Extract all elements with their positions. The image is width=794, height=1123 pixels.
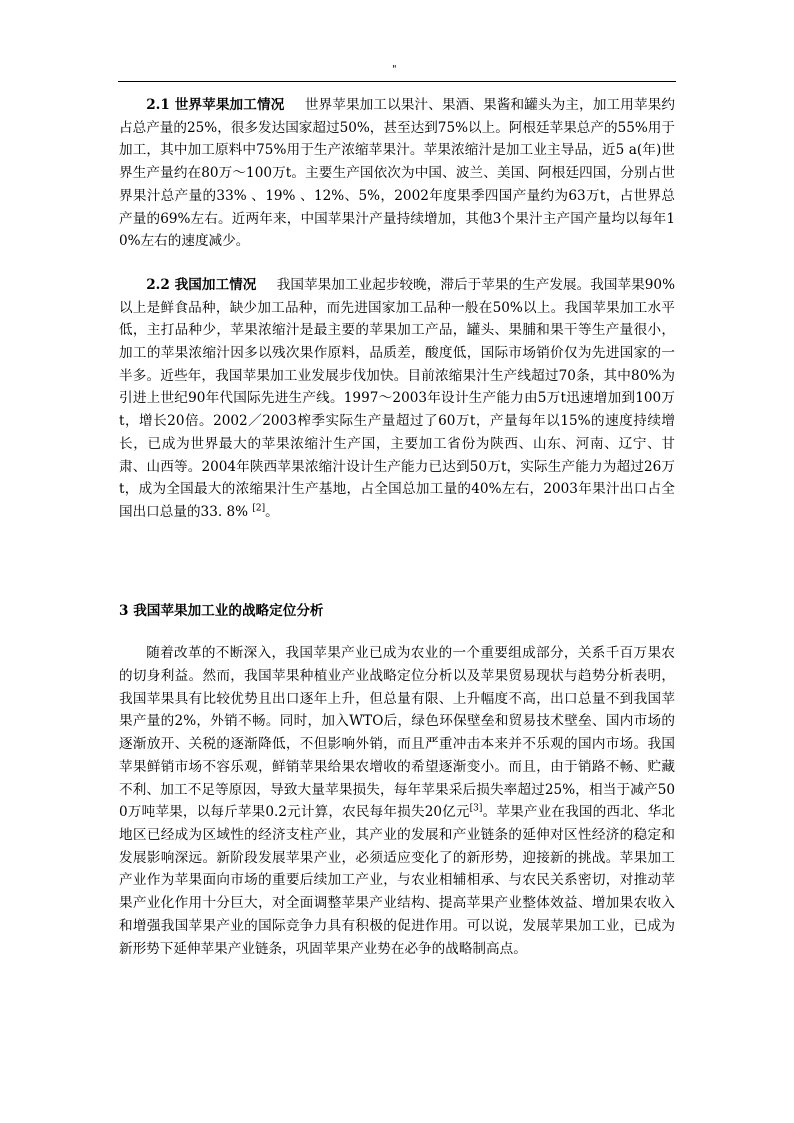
section-2-2-title: 2.2 我国加工情况 bbox=[146, 276, 257, 293]
header-rule bbox=[118, 81, 676, 82]
section-3-heading: 3 我国苹果加工业的战略定位分析 bbox=[119, 602, 324, 619]
section-2-2-tail: 。 bbox=[265, 503, 279, 520]
section-3-text: 随着改革的不断深入，我国苹果产业已成为农业的一个重要组成部分，关系千百万果农的切身利益。然而，我国苹果种植业产业战略定位分析以及苹果贸易现状与趋势分析表明，我国苹果具有比较优势且出口逐年上升，但总量有限、上升幅度不高，出口总量不到我国苹果产量的2%，外销不畅。同时，加入WTO后，绿色环保壁垒和贸易技术壁垒、国内市场的逐渐放开、关税的逐渐降低，不但影响外销，而且严重冲击本来并不乐观的国内市场。我国苹果鲜销市场不容乐观，鲜销苹果给果农增收的希望逐渐变小。而且，由于销路不畅、贮藏不利、加工不足等原因，导致大量苹果损失，每年苹果采后损失率超过25%，相当于减产500万吨苹果，以每斤苹果0.2元计算，农民每年损失20亿元 bbox=[119, 645, 675, 821]
section-3-tail: 。苹果产业在我国的西北、华北地区已经成为区域性的经济支柱产业，其产业的发展和产业链条的延伸对区性经济的稳定和发展影响深远。新阶段发展苹果产业，必须适应变化了的新形势，迎接新的挑战。苹果加工产业作为苹果面向市场的重要后续加工产业，与农业相辅相承、与农民关系密切，对推动苹果产业化作用十分巨大，对全面调整苹果产业结构、提高苹果产业整体效益、增加果农收入和增强我国苹果产业的国际竞争力具有积极的促进作用。可以说，发展苹果加工业，已成为新形势下延伸苹果产业链条，巩固苹果产业势在必争的战略制高点。 bbox=[119, 804, 675, 957]
document-body bbox=[119, 94, 675, 960]
section-2-2-text: 我国苹果加工业起步较晚，滞后于苹果的生产发展。我国苹果90%以上是鲜食品种，缺少加工品种，而先进国家加工品种一般在50%以上。我国苹果加工水平低，主打品种少，苹果浓缩汁是最主要的苹果加工产品，罐头、果脯和果干等生产量很小，加工的苹果浓缩汁因多以残次果作原料，品质差，酸度低，国际市场销价仅为先进国家的一半多。近些年，我国苹果加工业发展步伐加快。目前浓缩果汁生产线超过70条，其中80%为引进上世纪90年代国际先进生产线。1997～2003年设计生产能力由5万t迅速增加到100万t，增长20倍。2002／2003榨季实际生产量超过了60万t，产量每年以15%的速度持续增长，已成为世界最大的苹果浓缩汁生产国，主要加工省份为陕西、山东、河南、辽宁、甘肃、山西等。2004年陕西苹果浓缩汁设计生产能力已达到50万t，实际生产能力为超过26万t，成为全国最大的浓缩果汁生产基地，占全国总加工量的40%左右，2003年果汁出口占全国出口总量的33. 8% bbox=[119, 276, 675, 520]
citation-ref-3: [3] bbox=[469, 803, 483, 814]
section-2-1-title: 2.1 世界苹果加工情况 bbox=[146, 97, 285, 113]
section-3-paragraph bbox=[119, 642, 675, 960]
section-2-2-paragraph bbox=[119, 274, 675, 524]
section-2-1-paragraph bbox=[119, 94, 675, 253]
citation-ref-2: [2] bbox=[252, 503, 266, 514]
page-header-mark: " bbox=[392, 64, 397, 75]
section-2-1-text: 世界苹果加工以果汁、果酒、果酱和罐头为主，加工用苹果约占总产量的25%，很多发达国家超过50%，甚至达到75%以上。阿根廷苹果总产的55%用于加工，其中加工原料中75%用于生产浓缩苹果汁。苹果浓缩汁是加工业主导品，近5 a(年)世界生产量约在80万～100万t。主要生产国依次为中国、波兰、美国、阿根廷四国，分别占世界果汁总产量的33% 、19% 、12%、5%，2002年度果季四国产量约为63万t，占世界总产量的69%左右。近两年来，中国苹果汁产量持续增加，其他3个果汁主产国产量均以每年10%左右的速度减少。 bbox=[119, 97, 675, 250]
